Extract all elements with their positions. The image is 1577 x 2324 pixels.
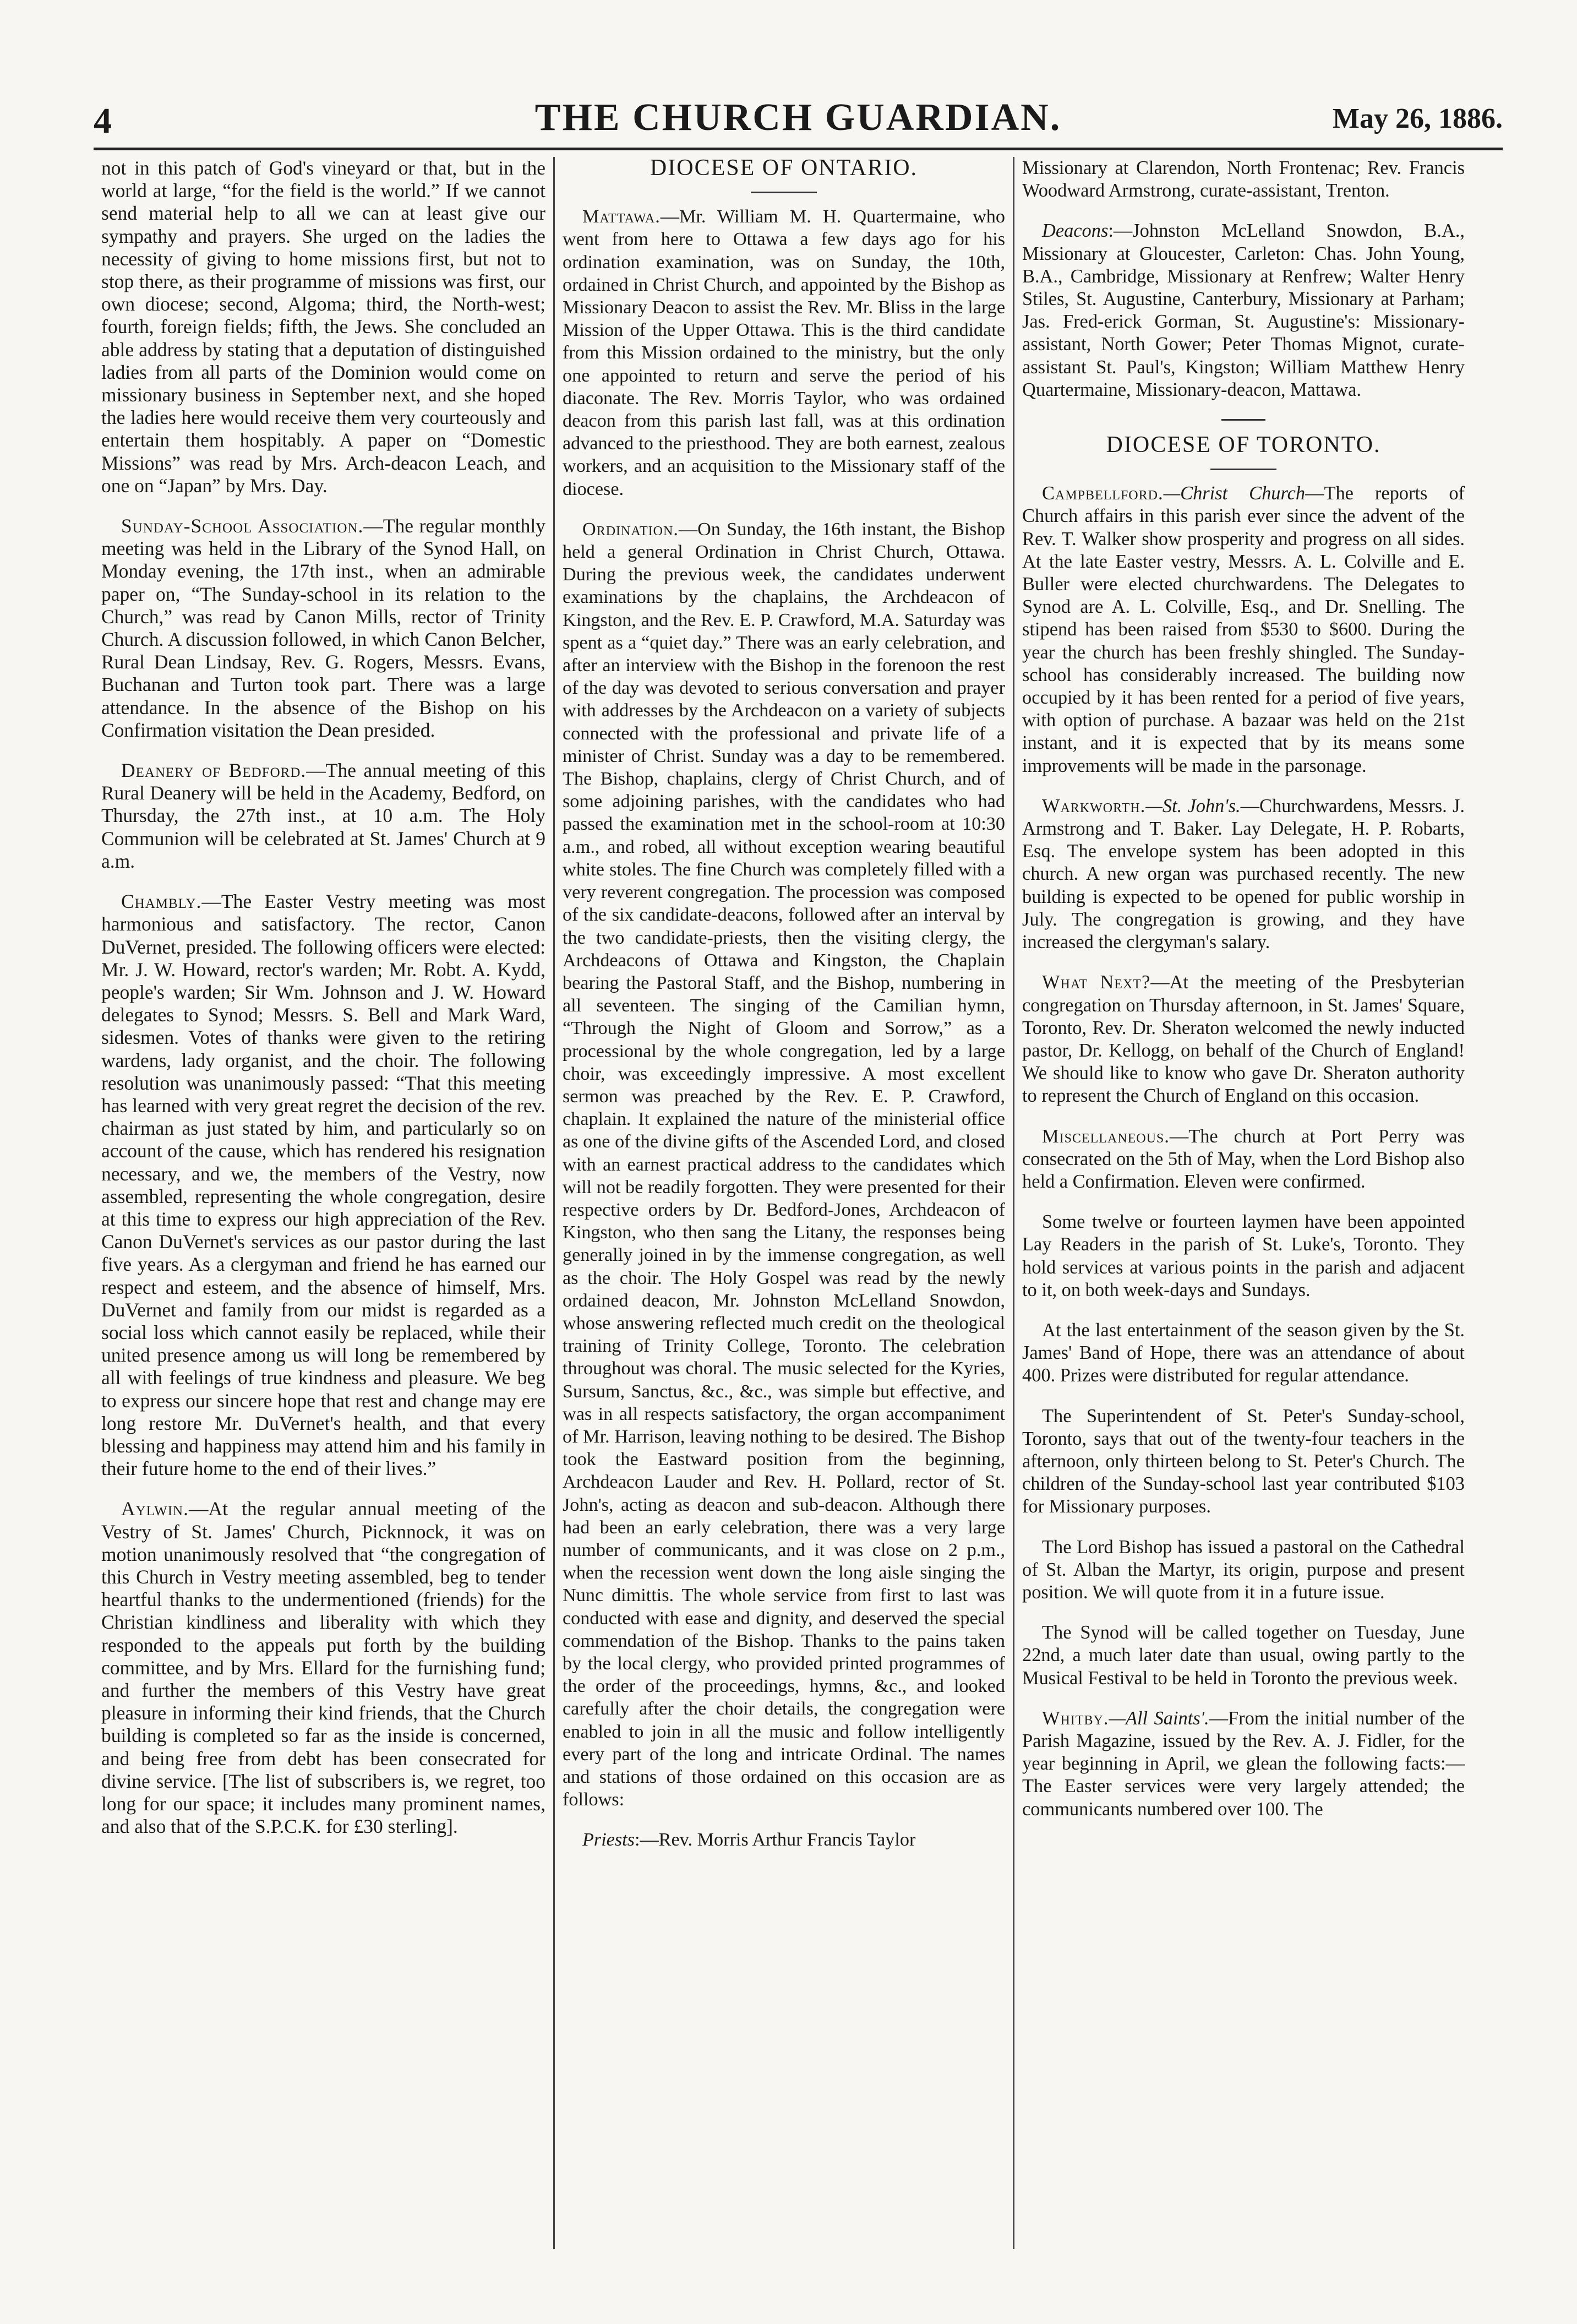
divider — [1221, 419, 1265, 421]
column-2 — [553, 157, 1013, 2249]
page-number: 4 — [94, 101, 112, 141]
section-heading: DIOCESE OF ONTARIO. — [650, 157, 918, 181]
paragraph — [1022, 971, 1465, 1107]
paragraph: not in this patch of God's vineyard or that, but in the world at large, “for the field is the world.” If we cannot send material help to all we can at least give our sympathy and prayers. She urged on the ladies the necessity of giving to home missions first, but not to stop there, as their programme of missions was first, our own diocese; second, Algoma; third, the North-west; fourth, foreign fields; fifth, the Jews. She concluded an able address by stating that a deputation of distinguished ladies from all parts of the Dominion would come on missionary business in September next, and she hoped the ladies here would receive them very courteously and entertain them hospitably. A paper on “Domestic Missions” was read by Mrs. Arch-deacon Leach, and one on “Japan” by Mrs. Day. — [101, 157, 545, 497]
paragraph-text: —The regular monthly meeting was held in the Library of the Synod Hall, on Monday evening, the 17th inst., when an admirable paper on, “The Sunday-school in its relation to the Church,” was read by Canon Mills, rector of Trinity Church. A discussion followed, in which Canon Belcher, Rural Dean Lindsay, Rev. G. Rogers, Messrs. Evans, Buchanan and Turton took part. There was a large attendance. In the absence of the Bishop on his Confirmation visitation the Dean presided. — [101, 515, 545, 741]
section-lead: What Next? — [1042, 972, 1151, 993]
section-lead: Ordination. — [582, 519, 679, 540]
section-lead: Sunday-School Association. — [121, 515, 364, 537]
paragraph — [563, 205, 1005, 500]
paragraph: Some twelve or fourteen laymen have been appointed Lay Readers in the parish of St. Luke's, Toronto. They hold services at various points in the parish and adjacent to it, on both week-days and Sundays. — [1022, 1211, 1465, 1300]
paragraph — [101, 1498, 545, 1838]
paragraph-text: :—Rev. Morris Arthur Francis Taylor — [634, 1830, 916, 1851]
paragraph-text: —The reports of Church affairs in this parish ever since the advent of the Rev. T. Walker show prosperity and progress on all sides. At the late Easter vestry, Messrs. A. L. Colville and E. Buller were elected churchwardens. The Delegates to Synod are A. L. Colville, Esq., and Dr. Snelling. The stipend has been raised from $530 to $600. During the year the church has been freshly shingled. The Sunday-school has considerably increased. The building now occupied by it has been rented for a period of five years, with option of purchase. A bazaar was held on the 21st instant, and it is expected that by its means some improvements will be made in the parsonage. — [1022, 483, 1465, 776]
masthead: THE CHURCH GUARDIAN. — [534, 96, 1062, 139]
paragraph: Missionary at Clarendon, North Frontenac; Rev. Francis Woodward Armstrong, curate-assistant, Trenton. — [1022, 157, 1465, 202]
section-subject: —All Saints'. — [1109, 1707, 1209, 1729]
issue-date: May 26, 1886. — [1332, 103, 1503, 134]
paragraph — [101, 890, 545, 1480]
section-lead: Campbellford. — [1042, 483, 1164, 504]
paragraph-text: —The annual meeting of this Rural Deanery will be held in the Academy, Bedford, on Thursday, the 27th inst., at 10 a.m. The Holy Communion will be celebrated at St. James' Church at 9 a.m. — [101, 759, 545, 872]
section-lead: Deacons — [1042, 220, 1109, 242]
paragraph — [101, 759, 545, 873]
paragraph — [1022, 1125, 1465, 1194]
paragraph-text: —The church at Port Perry was consecrated on the 5th of May, when the Lord Bishop also held a Confirmation. Eleven were confirmed. — [1022, 1125, 1465, 1192]
paragraph-text: —Churchwardens, Messrs. J. Armstrong and T. Baker. Lay Delegate, H. P. Robarts, Esq. The envelope system has been adopted in this church. A new organ was purchased recently. The new building is expected to be opened for public worship in July. The congregation is growing, and they have increased the clergyman's salary. — [1022, 795, 1465, 953]
section-lead: Miscellaneous. — [1042, 1125, 1170, 1147]
article-columns — [94, 157, 1503, 2249]
paragraph — [563, 1828, 1005, 1851]
column-1 — [94, 157, 553, 2249]
paragraph-text: —The Easter Vestry meeting was most harmonious and satisfactory. The rector, Canon DuVernet, presided. The following officers were elected: Mr. J. W. Howard, rector's warden; Mr. Robt. A. Kydd, people's warden; Sir Wm. Johnson and J. W. Howard delegates to Synod; Messrs. S. Bell and Mark Ward, sidesmen. Votes of thanks were given to the retiring wardens, lady organist, and the choir. The following resolution was unanimously passed: “That this meeting has learned with very great regret the decision of the rev. chairman as just stated by him, and particularly so on account of the cause, which has rendered his resignation necessary, and we, the members of the Vestry, now assembled, representing the whole congregation, desire at this time to express our high appreciation of the Rev. Canon DuVernet's services as our pastor during the last five years. As a clergyman and friend he has earned our respect and esteem, and the absence of himself, Mrs. DuVernet and family from our midst is regarded as a social loss which cannot easily be replaced, while their united presence among us will long be remembered by all with feelings of true kindness and pleasure. We beg to express our sincere hope that rest and change may ere long restore Mr. DuVernet's health, and that every blessing and happiness may attend him and his family in their future home to the end of their lives.” — [101, 890, 546, 1480]
divider — [1210, 469, 1276, 470]
section-lead: Mattawa. — [582, 206, 661, 227]
section-subject: —St. John's. — [1145, 795, 1241, 817]
section-lead: Chambly. — [121, 890, 202, 913]
paragraph — [1022, 1707, 1465, 1821]
paragraph-text: —Mr. William M. H. Quartermaine, who went from here to Ottawa a few days ago for his ordination examination, was on Sunday, the 10th, ordained in Christ Church, and appointed by the Bishop as Missionary Deacon to assist the Rev. Mr. Bliss in the large Mission of the Upper Ottawa. This is the third candidate from this Mission ordained to the ministry, but the only one appointed to return and serve the period of his diaconate. The Rev. Morris Taylor, who was ordained deacon from this parish last fall, was at this ordination advanced to the priesthood. They are both earnest, zealous workers, and an acquisition to the Missionary staff of the diocese. — [563, 206, 1005, 499]
paragraph: The Superintendent of St. Peter's Sunday-school, Toronto, says that out of the twenty-four teachers in the afternoon, only thirteen belong to St. Peter's Church. The children of the Sunday-school last year contributed $103 for Missionary purposes. — [1022, 1405, 1465, 1517]
paragraph: At the last entertainment of the season given by the St. James' Band of Hope, there was an attendance of about 400. Prizes were distributed for regular attendance. — [1022, 1319, 1465, 1386]
section-lead: Aylwin. — [121, 1498, 189, 1520]
page-header — [94, 92, 1503, 150]
section-subject: —Christ Church — [1163, 483, 1306, 504]
paragraph-text: —At the meeting of the Presbyterian congregation on Thursday afternoon, in St. James' Square, Toronto, Rev. Dr. Sheraton welcomed the newly inducted pastor, Dr. Kellogg, on behalf of the Church of England! We should like to know who gave Dr. Sheraton authority to represent the Church of England on this occasion. — [1022, 972, 1465, 1107]
section-lead: Priests — [582, 1830, 635, 1851]
section-lead: Warkworth. — [1042, 795, 1146, 817]
paragraph-text: —From the initial number of the Parish Magazine, issued by the Rev. A. J. Fidler, for the year beginning in April, we glean the following facts:—The Easter services were very largely attended; the communicants numbered over 100. The — [1022, 1707, 1465, 1820]
section-lead: Deanery of Bedford. — [121, 759, 307, 782]
section-lead: Whitby. — [1042, 1707, 1109, 1729]
paragraph: The Lord Bishop has issued a pastoral on the Cathedral of St. Alban the Martyr, its origin, purpose and present position. We will quote from it in a future issue. — [1022, 1536, 1465, 1603]
paragraph — [1022, 795, 1465, 954]
paragraph: The Synod will be called together on Tuesday, June 22nd, a much later date than usual, owing partly to the Musical Festival to be held in Toronto the previous week. — [1022, 1622, 1465, 1689]
paragraph — [101, 515, 545, 742]
column-3 — [1013, 157, 1472, 2249]
paragraph-text: —On Sunday, the 16th instant, the Bishop held a general Ordination in Christ Church, Ottawa. During the previous week, the candidates underwent examinations by the chaplains, the Archdeacon of Kingston, and the Rev. E. P. Crawford, M.A. Saturday was spent as a “quiet day.” There was an early celebration, and after an interview with the Bishop in the forenoon the rest of the day was devoted to serious conversation and prayer with addresses by the Archdeacon on a variety of subjects connected with the professional and private life of a minister of Christ. Sunday was a day to be remembered. The Bishop, chaplains, clergy of Christ Church, and of some adjoining parishes, with the candidates who had passed the examination met in the school-room at 10:30 a.m., and robed, all without exception wearing beautiful white stoles. The fine Church was completely filled with a very reverent congregation. The procession was composed of the six candidate-deacons, followed after an interval by the two candidate-priests, then the visiting clergy, the Archdeacons of Ottawa and Kingston, the Chaplain bearing the Pastoral Staff, and the Bishop, numbering in all seventeen. The singing of the Camilian hymn, “Through the Night of Gloom and Sorrow,” as a processional by the whole congregation, led by a large choir, was exceedingly impressive. A most excellent sermon was preached by the Rev. E. P. Crawford, chaplain. It explained the nature of the ministerial office as one of the divine gifts of the Ascended Lord, and closed with an earnest practical address to the candidates which will not be readily forgotten. They were presented for their respective orders by Dr. Bedford-Jones, Archdeacon of Kingston, who then sang the Litany, the responses being generally joined in by the immense congregation, as well as the choir. The Holy Gospel was read by the newly ordained deacon, Mr. Johnston McLelland Snowdon, whose answering reflected much credit on the theological training of Trinity College, Toronto. The celebration throughout was choral. The music selected for the Kyries, Sursum, Sanctus, &c., &c., was simple but effective, and was in all respects satisfactory, the organ accompaniment of Mr. Harrison, leaving nothing to be desired. The Bishop took the Eastward position from the beginning, Archdeacon Lauder and Rev. H. Pollard, rector of St. John's, acting as deacon and sub-deacon. Although there had been an early celebration, there was a very large number of communicants, and it was close on 2 p.m., when the recession went down the long aisle singing the Nunc dimittis. The whole service from first to last was conducted with ease and dignity, and deserved the special commendation of the Bishop. Thanks to the pains taken by the local clergy, who provided printed programmes of the order of the proceedings, hymns, &c., and looked carefully after the choir details, the congregation were enabled to join in all the music and follow intelligently every part of the long and intricate Ordinal. The names and stations of those ordained on this occasion are as follows: — [563, 519, 1005, 1810]
paragraph — [1022, 482, 1465, 777]
divider — [751, 192, 817, 193]
paragraph-text: —At the regular annual meeting of the Vestry of St. James' Church, Picknnock, it was on motion unanimously resolved that “the congregation of this Church in Vestry meeting assembled, beg to tender heartful thanks to the undermentioned (friends) for the Christian kindliness and liberality with which they responded to the appeals put forth by the building committee, and by Mrs. Ellard for the furnishing fund; and further the members of this Vestry have great pleasure in informing their kind friends, that the Church building is completed so far as the inside is concerned, and being free from debt has been consecrated for divine service. [The list of subscribers is, we regret, too long for our space; it includes many prominent names, and also that of the S.P.C.K. for £30 sterling]. — [101, 1498, 545, 1838]
paragraph — [1022, 220, 1465, 401]
paragraph-text: :—Johnston McLelland Snowdon, B.A., Missionary at Gloucester, Carleton: Chas. John Young, B.A., Cambridge, Missionary at Renfrew; Walter Henry Stiles, St. Augustine, Canterbury, Missionary at Parham; Jas. Fred-erick Gorman, St. Augustine's: Missionary-assistant, North Gower; Peter Thomas Mignot, curate-assistant St. Paul's, Kingston; William Matthew Henry Quartermaine, Missionary-deacon, Mattawa. — [1022, 220, 1465, 400]
paragraph — [563, 518, 1005, 1811]
section-heading: DIOCESE OF TORONTO. — [1106, 432, 1381, 458]
